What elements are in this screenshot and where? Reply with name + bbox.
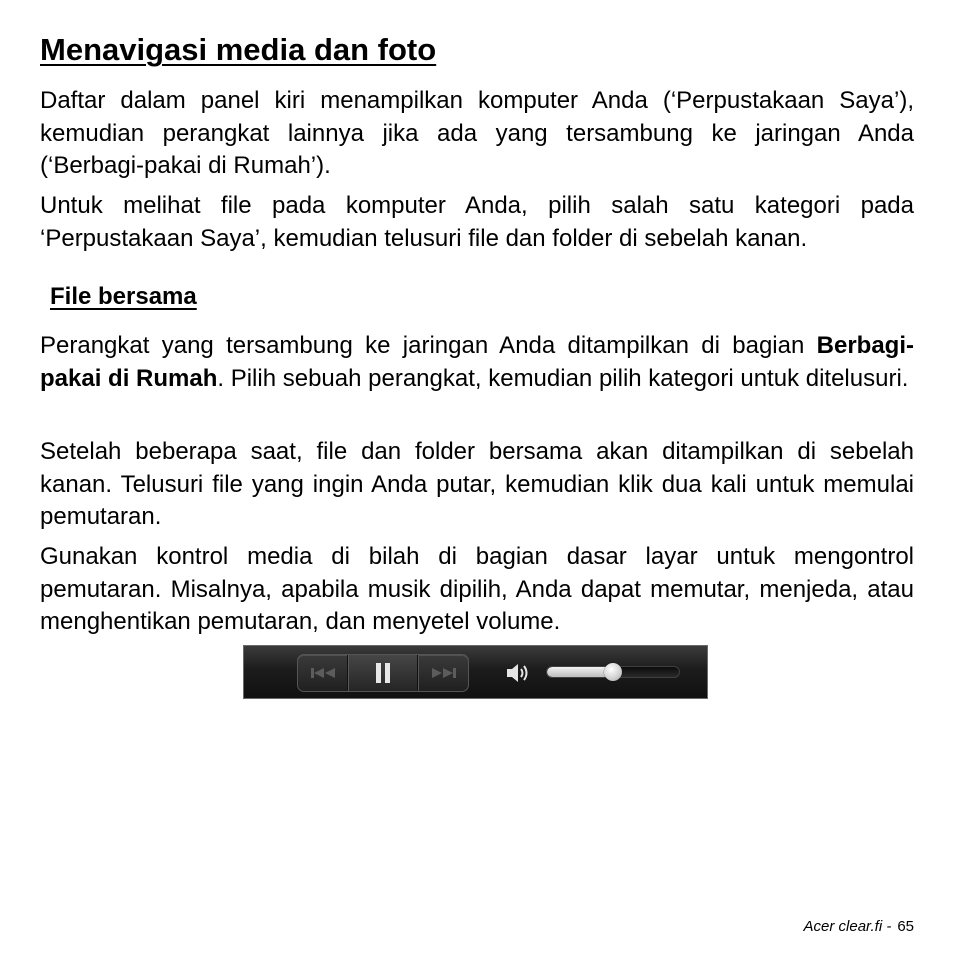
previous-button[interactable] <box>298 655 348 691</box>
speaker-icon[interactable] <box>506 662 532 684</box>
pause-button[interactable] <box>348 655 418 691</box>
page-title: Menavigasi media dan foto <box>40 32 437 67</box>
next-button[interactable] <box>418 655 468 691</box>
paragraph-text: . Pilih sebuah perangkat, kemudian pilih kategori untuk ditelusuri. <box>217 364 909 392</box>
pause-icon <box>375 663 391 683</box>
volume-slider-handle[interactable] <box>604 663 622 681</box>
paragraph: Setelah beberapa saat, file dan folder bersama akan ditampilkan di sebelah kanan. Telusuri file yang ingin Anda putar, kemudian klik dua kali untuk memulai pemutaran. <box>40 438 914 530</box>
paragraph: Untuk melihat file pada komputer Anda, pilih salah satu kategori pada ‘Perpustakaan Saya’, kemudian telusuri file dan folder di sebelah kanan. <box>40 192 914 252</box>
paragraph <box>40 330 914 395</box>
paragraph: Gunakan kontrol media di bilah di bagian dasar layar untuk mengontrol pemutaran. Misalnya, apabila musik dipilih, Anda dapat memutar, menjeda, atau menghentikan pemutaran, dan menyetel volume. <box>40 543 914 635</box>
paragraph: Daftar dalam panel kiri menampilkan komputer Anda (‘Perpustakaan Saya’), kemudian perangkat lainnya jika ada yang tersambung ke jaringan Anda (‘Berbagi-pakai di Rumah’). <box>40 87 914 179</box>
previous-icon <box>310 667 336 679</box>
bold-term: Berbagi-pakai di Rumah <box>40 332 914 392</box>
footer-product: Acer clear.fi - <box>803 918 892 935</box>
next-icon <box>431 667 457 679</box>
page-number: 65 <box>897 918 914 935</box>
paragraph-text: Perangkat yang tersambung ke jaringan Anda ditampilkan di bagian <box>40 332 817 359</box>
media-control-bar <box>243 645 708 699</box>
section-heading: File bersama <box>50 283 197 310</box>
page-footer <box>804 918 914 935</box>
playback-buttons <box>297 654 469 692</box>
